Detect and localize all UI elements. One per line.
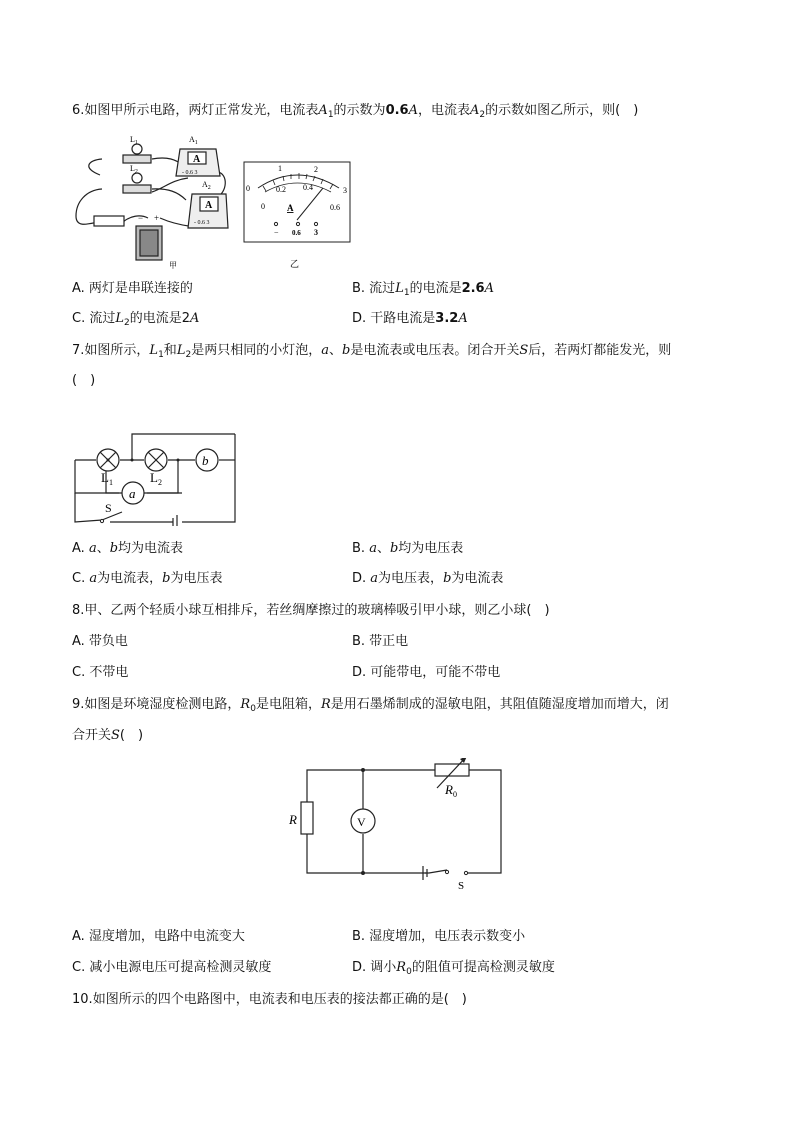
q6-option-a[interactable]: A. 两灯是串联连接的	[72, 281, 193, 296]
figure-jia-label: 甲	[169, 261, 177, 270]
q9-option-d[interactable]: D. 调小$R_0$的阻值可提高检测灵敏度	[352, 960, 555, 977]
question-8-stem: 8.甲、乙两个轻质小球互相排斥，若丝绸摩擦过的玻璃棒吸引甲小球，则乙小球( )	[72, 603, 550, 618]
label-A1: $A_1$	[189, 135, 198, 146]
q8-option-d[interactable]: D. 可能带电，可能不带电	[352, 665, 501, 680]
q8-option-c[interactable]: C. 不带电	[72, 665, 129, 680]
fig-q7-meter-b: b	[202, 453, 209, 468]
figure-yi-ammeter	[243, 160, 353, 275]
fig-q7-label-L2: $L_2$	[150, 470, 162, 487]
q7-option-a[interactable]: A. a、b均为电流表	[72, 541, 184, 556]
question-7-paren: ( )	[72, 373, 96, 388]
label-A2: $A_2$	[202, 180, 211, 191]
q6-option-d[interactable]: D. 干路电流是3.2A	[352, 311, 468, 326]
terminal-3: 3	[314, 228, 318, 237]
tick-bottom-2: 0.4	[303, 183, 313, 192]
q9-option-b[interactable]: B. 湿度增加，电压表示数变小	[352, 929, 526, 944]
q9-option-a[interactable]: A. 湿度增加，电路中电流变大	[72, 929, 245, 944]
question-9-stem: 9.如图是环境湿度检测电路，$R_0$是电阻箱，R是用石墨烯制成的湿敏电阻，其阻值随湿度增加而增大，闭	[72, 697, 669, 714]
label-L1: $L_1$	[130, 135, 138, 146]
q8-option-b[interactable]: B. 带正电	[352, 634, 409, 649]
question-7-stem: 7.如图所示，$L_1$和$L_2$是两只相同的小灯泡，a、b是电流表或电压表。闭合开关S后，若两灯都能发光，则	[72, 343, 672, 360]
q7-option-c[interactable]: C. a为电流表，b为电压表	[72, 571, 223, 586]
terminal-0-6: 0.6	[292, 229, 301, 237]
tick-top-3: 3	[343, 186, 347, 195]
question-9-stem-cont: 合开关S( )	[72, 728, 144, 743]
tick-bottom-1: 0.2	[276, 185, 286, 194]
q8-option-a[interactable]: A. 带负电	[72, 634, 128, 649]
q7-option-d[interactable]: D. a为电压表，b为电流表	[352, 571, 504, 586]
meter-A2-terminals: - 0.6 3	[194, 220, 210, 226]
q7-option-b[interactable]: B. a、b均为电压表	[352, 541, 464, 556]
q6-option-c[interactable]: C. 流过$L_2$的电流是2A	[72, 311, 200, 328]
tick-top-1: 1	[278, 164, 282, 173]
battery-minus: −	[138, 213, 144, 223]
question-10-stem: 10.如图所示的四个电路图中，电流表和电压表的接法都正确的是( )	[72, 992, 467, 1007]
figure-q9-circuit	[283, 758, 509, 896]
terminal-minus: −	[274, 228, 279, 237]
fig-q9-switch-label: S	[458, 880, 465, 892]
fig-q7-switch-label: S	[105, 501, 112, 515]
q9-option-c[interactable]: C. 减小电源电压可提高检测灵敏度	[72, 960, 272, 975]
fig-q9-label-R0: $R_0$	[445, 782, 457, 799]
fig-q9-voltmeter-label: V	[357, 815, 366, 829]
tick-top-0: 0	[246, 184, 250, 193]
tick-top-2: 2	[314, 165, 318, 174]
figure-jia-circuit	[68, 130, 230, 272]
q6-option-b[interactable]: B. 流过$L_1$的电流是2.6A	[352, 281, 494, 298]
fig-q7-label-L1: $L_1$	[101, 470, 113, 487]
battery-plus: +	[154, 213, 160, 223]
fig-q7-meter-a: a	[129, 486, 136, 501]
figure-yi-label: 乙	[290, 259, 300, 269]
meter-A1-face-label: A	[193, 154, 201, 165]
tick-bottom-0: 0	[261, 202, 265, 211]
meter-A1-terminals: - 0.6 3	[182, 170, 198, 176]
figure-q7-circuit	[70, 428, 240, 526]
meter-face-label: A	[287, 203, 294, 213]
fig-q9-label-R: R	[289, 812, 297, 827]
label-L2: $L_2$	[130, 164, 138, 175]
tick-bottom-3: 0.6	[330, 203, 340, 212]
meter-A2-face-label: A	[205, 200, 213, 211]
question-6-stem: 6.如图甲所示电路，两灯正常发光，电流表$A_1$的示数为0.6A，电流表$A_2$的示数如图乙所示，则( )	[72, 103, 639, 120]
